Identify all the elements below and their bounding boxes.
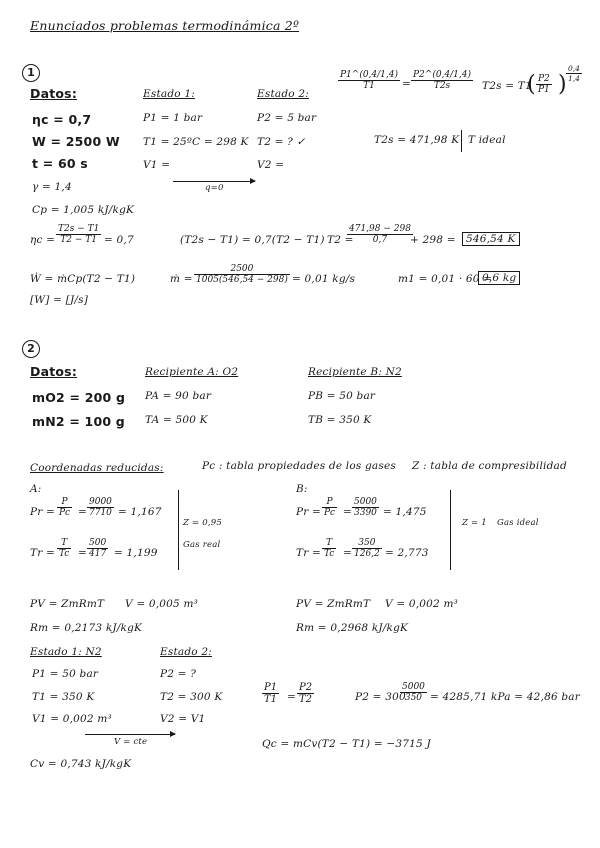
container-b-pressure: PB = 50 bar bbox=[308, 390, 376, 402]
process-arrow bbox=[173, 181, 255, 182]
efficiency-lhs: ηc = bbox=[30, 234, 56, 246]
document-title: Enunciados problemas termodinámica 2º bbox=[30, 18, 300, 33]
t2s-close-paren: ) bbox=[558, 72, 567, 97]
critical-pressure-note: Pc : tabla propiedades de los gases bbox=[202, 460, 396, 472]
p1-datos-heading: Datos: bbox=[30, 86, 78, 101]
t2s-formula-lhs: T2s = T1 bbox=[482, 80, 532, 92]
t2s-value: T2s = 471,98 K bbox=[374, 134, 460, 146]
tr-a-lhs: Tr = bbox=[30, 547, 55, 559]
pr-a-value: = 1,167 bbox=[118, 506, 162, 518]
n2-state1-volume: V1 = 0,002 m³ bbox=[32, 713, 112, 725]
rm-a: Rm = 0,2173 kJ/kgK bbox=[30, 622, 143, 634]
p2-mass-o2: mO2 = 200 g bbox=[32, 390, 126, 405]
p2-fraction: $\frac{5000}{350}$ bbox=[402, 682, 425, 703]
pr-a-equals: = bbox=[78, 506, 87, 518]
t2s-bracket bbox=[461, 130, 462, 152]
mass-result: 0,6 kg bbox=[478, 271, 520, 285]
tr-b-value: = 2,773 bbox=[385, 547, 429, 559]
pr-a-fraction-2: $\frac{9000}{7710}$ bbox=[89, 497, 112, 518]
p1-time: t = 60 s bbox=[32, 156, 88, 171]
tr-a-equals: = bbox=[78, 547, 87, 559]
p2-value: = 4285,71 kPa = 42,86 bar bbox=[430, 691, 580, 703]
process-arrow-2 bbox=[85, 734, 175, 735]
efficiency-relation: (T2s − T1) = 0,7(T2 − T1) bbox=[180, 234, 325, 246]
p1-state1-temperature: T1 = 25ºC = 298 K bbox=[143, 136, 249, 148]
pr-b-value: = 1,475 bbox=[383, 506, 427, 518]
compressibility-note: Z : tabla de compresibilidad bbox=[412, 460, 567, 472]
tr-a-value: = 1,199 bbox=[114, 547, 158, 559]
volume-a: V = 0,005 m³ bbox=[125, 598, 199, 610]
pr-b-lhs: Pr = bbox=[296, 506, 322, 518]
problem-1-number: 1 bbox=[22, 64, 40, 82]
container-a-heading: Recipiente A: O2 bbox=[145, 366, 239, 378]
z-a-note: Gas real bbox=[183, 540, 221, 550]
n2-state2-volume: V2 = V1 bbox=[160, 713, 206, 725]
t2s-pressure-ratio: $\frac{P2}{P1}$ bbox=[538, 74, 550, 95]
t2s-open-paren: ( bbox=[527, 72, 536, 97]
p1-state1-volume: V1 = bbox=[143, 159, 171, 171]
state-a-bracket bbox=[178, 490, 179, 570]
pr-b-equals: = bbox=[343, 506, 352, 518]
problem-2-number: 2 bbox=[22, 340, 40, 358]
rm-b: Rm = 0,2968 kJ/kgK bbox=[296, 622, 409, 634]
n2-state1-pressure: P1 = 50 bar bbox=[32, 668, 99, 680]
n2-state1-temperature: T1 = 350 K bbox=[32, 691, 95, 703]
n2-state2-pressure: P2 = ? bbox=[160, 668, 197, 680]
pr-a-fraction-1: $\frac{P}{Pc}$ bbox=[59, 497, 71, 518]
t2-mid: + 298 = bbox=[410, 234, 456, 246]
p1-gamma: γ = 1,4 bbox=[32, 181, 72, 193]
reduced-coordinates-heading: Coordenadas reducidas: bbox=[30, 462, 164, 474]
volume-b: V = 0,002 m³ bbox=[385, 598, 459, 610]
p1-state2-volume: V2 = bbox=[257, 159, 285, 171]
p1-cp: Cp = 1,005 kJ/kgK bbox=[32, 204, 135, 216]
p1-state2-temperature: T2 = ? ✓ bbox=[257, 136, 306, 148]
gay-lussac-fraction-2: $\frac{P2}{T2}$ bbox=[299, 682, 313, 705]
t2-fraction: $\frac{471,98 - 298}{0,7}$ bbox=[349, 224, 411, 245]
pr-a-lhs: Pr = bbox=[30, 506, 56, 518]
p1-state1-pressure: P1 = 1 bar bbox=[143, 112, 203, 124]
p2-datos-heading: Datos: bbox=[30, 364, 78, 379]
n2-state2-heading: Estado 2: bbox=[160, 646, 212, 658]
pr-b-fraction-1: $\frac{P}{Pc}$ bbox=[324, 497, 336, 518]
pr-b-fraction-2: $\frac{5000}{3390}$ bbox=[354, 497, 377, 518]
t2s-note: T ideal bbox=[468, 134, 506, 146]
container-b-temperature: TB = 350 K bbox=[308, 414, 372, 426]
p1-eta: ηc = 0,7 bbox=[32, 112, 92, 127]
mass-lhs: m1 = 0,01 · 60 = bbox=[398, 273, 493, 285]
tr-b-lhs: Tr = bbox=[296, 547, 321, 559]
state-b-bracket bbox=[450, 490, 451, 570]
constant-volume-label: V = cte bbox=[114, 737, 148, 747]
t2-lhs: T2 = bbox=[327, 234, 354, 246]
p1-state2-pressure: P2 = 5 bar bbox=[257, 112, 317, 124]
state-b-label: B: bbox=[296, 483, 308, 495]
p1-state2-heading: Estado 2: bbox=[257, 88, 309, 100]
mass-flow-fraction: $\frac{2500}{1005(546,54 - 298)}$ bbox=[196, 264, 288, 285]
container-b-heading: Recipiente B: N2 bbox=[308, 366, 402, 378]
z-b-note: Gas ideal bbox=[497, 518, 539, 528]
p1-power: W = 2500 W bbox=[32, 134, 120, 149]
state-a-label: A: bbox=[30, 483, 42, 495]
p2-lhs: P2 = 300 bbox=[355, 691, 406, 703]
gay-lussac-equals: = bbox=[287, 691, 296, 703]
tr-b-fraction-2: $\frac{350}{126,2}$ bbox=[354, 538, 380, 559]
z-b-value: Z = 1 bbox=[462, 518, 487, 528]
p1-process-label: q=0 bbox=[205, 183, 224, 193]
efficiency-value: = 0,7 bbox=[104, 234, 134, 246]
z-a-value: Z = 0,95 bbox=[183, 518, 222, 528]
container-a-temperature: TA = 500 K bbox=[145, 414, 208, 426]
poisson-fraction-2: $\frac{P2\^{}(0,4/1,4)}{T2s}$ bbox=[413, 70, 472, 91]
p1-state1-heading: Estado 1: bbox=[143, 88, 195, 100]
cv-value: Cv = 0,743 kJ/kgK bbox=[30, 758, 132, 770]
tr-b-fraction-1: $\frac{T}{Tc}$ bbox=[324, 538, 335, 559]
tr-a-fraction-1: $\frac{T}{Tc}$ bbox=[59, 538, 70, 559]
mass-flow-lhs: ṁ = bbox=[170, 273, 193, 285]
p2-mass-n2: mN2 = 100 g bbox=[32, 414, 125, 429]
t2s-exponent: $\frac{0,4}{1,4}$ bbox=[568, 64, 580, 83]
power-equation: Ẇ = ṁCp(T2 − T1) bbox=[30, 273, 136, 285]
poisson-equals: = bbox=[402, 78, 411, 90]
n2-state1-heading: Estado 1: N2 bbox=[30, 646, 102, 658]
tr-a-fraction-2: $\frac{500}{417}$ bbox=[89, 538, 107, 559]
units-note: [W] = [J/s] bbox=[30, 294, 88, 306]
gas-law-b: PV = ZmRmT bbox=[296, 598, 371, 610]
efficiency-fraction: $\frac{T2s - T1}{T2 - T1}$ bbox=[58, 224, 100, 245]
n2-state2-temperature: T2 = 300 K bbox=[160, 691, 223, 703]
t2-result: 546,54 K bbox=[462, 232, 520, 246]
container-a-pressure: PA = 90 bar bbox=[145, 390, 212, 402]
tr-b-equals: = bbox=[343, 547, 352, 559]
poisson-fraction-1: $\frac{P1\^{}(0,4/1,4)}{T1}$ bbox=[340, 70, 399, 91]
mass-flow-value: = 0,01 kg/s bbox=[292, 273, 356, 285]
heat-result: Qc = mCv(T2 − T1) = −3715 J bbox=[262, 738, 431, 750]
gas-law-a: PV = ZmRmT bbox=[30, 598, 105, 610]
gay-lussac-fraction-1: $\frac{P1}{T1}$ bbox=[264, 682, 278, 705]
